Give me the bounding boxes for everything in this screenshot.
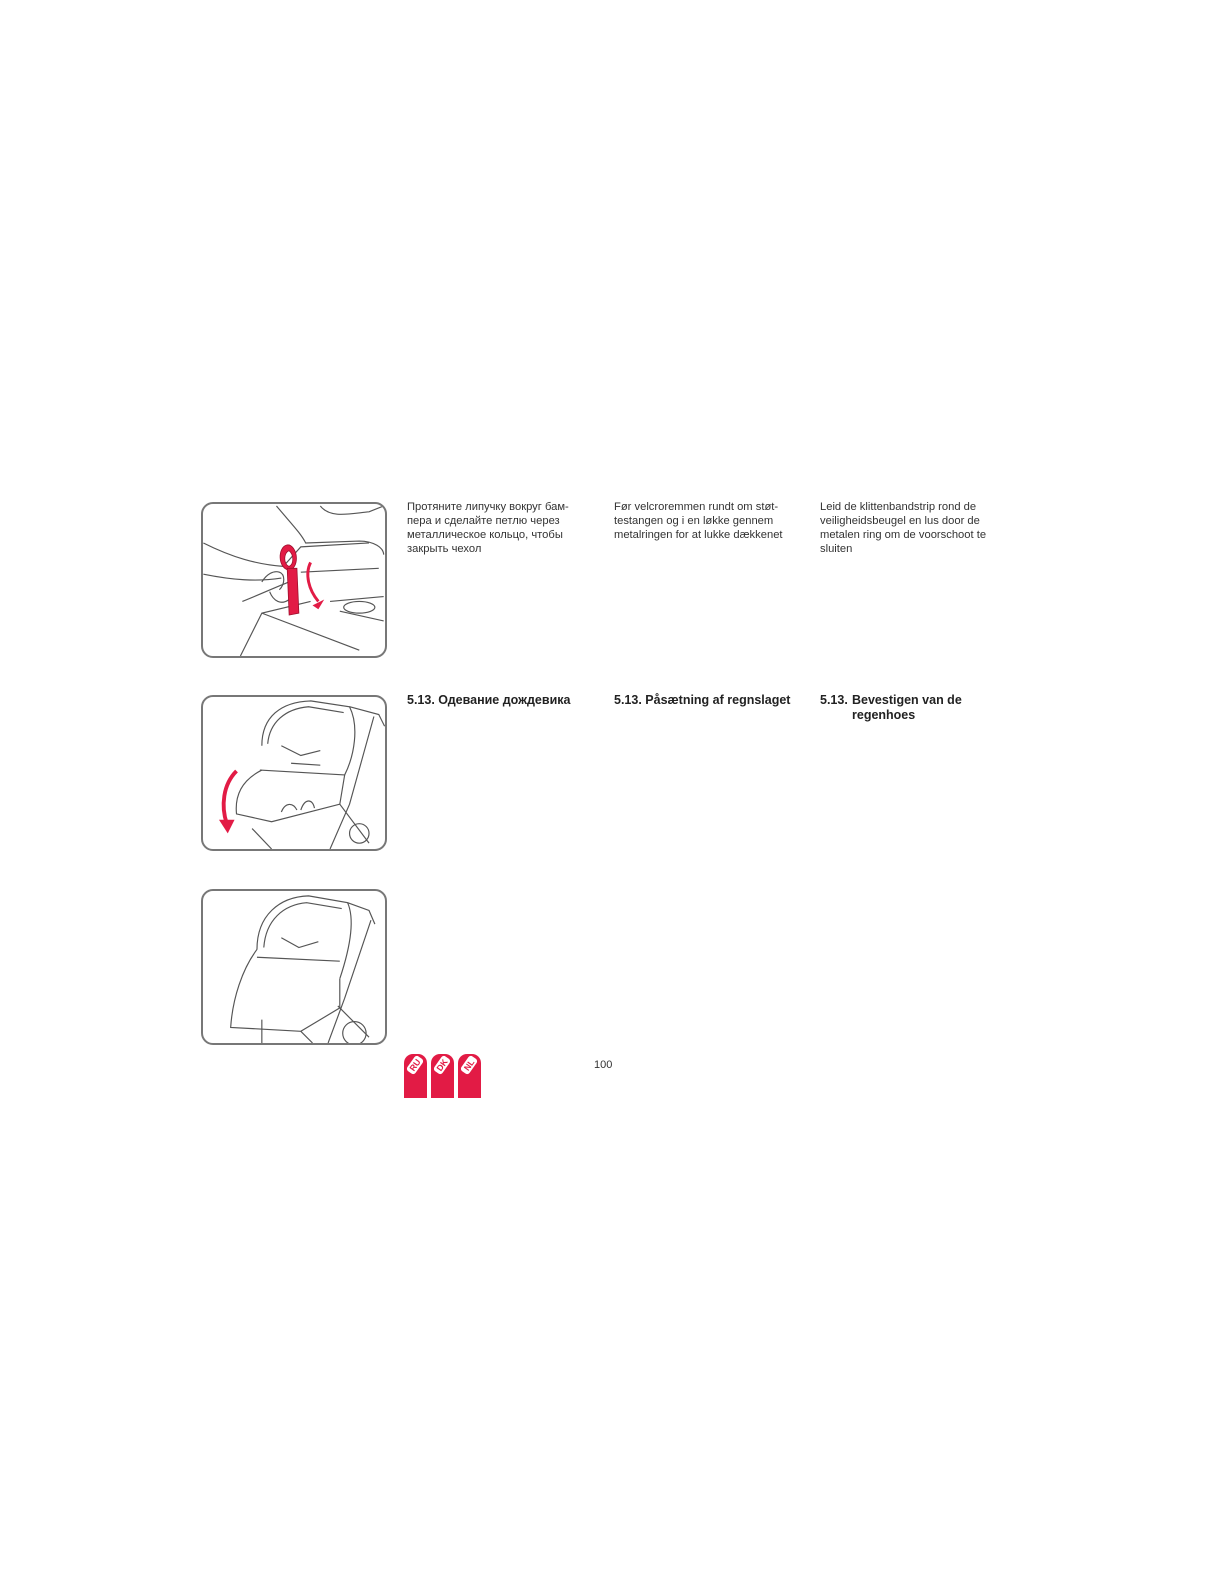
raincover-fitted-drawing [203,891,385,1043]
instruction-text-ru: Протяните липучку вокруг бам- пера и сделайте петлю через металлическое кольцо, чтобы закрыть чехол [407,501,569,555]
section-title-nl-line2: regenhoes [852,708,916,722]
section-number: 5.13. [407,693,435,707]
section-title-dk: Påsætning af regnslaget [645,693,791,707]
section-number: 5.13. [614,693,642,707]
illustration-velcro-strap [201,502,387,658]
section-heading-ru [407,693,592,708]
velcro-strap-drawing [203,504,385,656]
language-tab-label: NL [460,1055,479,1075]
instruction-text-nl: Leid de klittenbandstrip rond de veiligheidsbeugel en lus door de metalen ring om de voorschoot te sluiten [820,501,987,555]
section-title-ru: Одевание дождевика [438,693,571,707]
language-tab-label: RU [406,1055,425,1075]
raincover-pull-drawing [203,697,385,849]
language-tabs [404,1054,484,1098]
section-number: 5.13. [820,693,848,707]
instruction-text-dk: Før velcroremmen rundt om støt- testangen og i en løkke gennem metalringen for at lukke dækkenet [614,501,783,541]
page-number: 100 [594,1059,613,1071]
language-tab-dk [431,1054,454,1098]
illustration-raincover-fitted [201,889,387,1045]
language-tab-label: DK [433,1055,452,1075]
language-tab-ru [404,1054,427,1098]
section-title-nl-line1: Bevestigen van de [852,693,962,707]
language-tab-nl [458,1054,481,1098]
illustration-raincover-pull [201,695,387,851]
section-heading-dk [614,693,799,708]
section-heading-nl [820,693,1005,723]
